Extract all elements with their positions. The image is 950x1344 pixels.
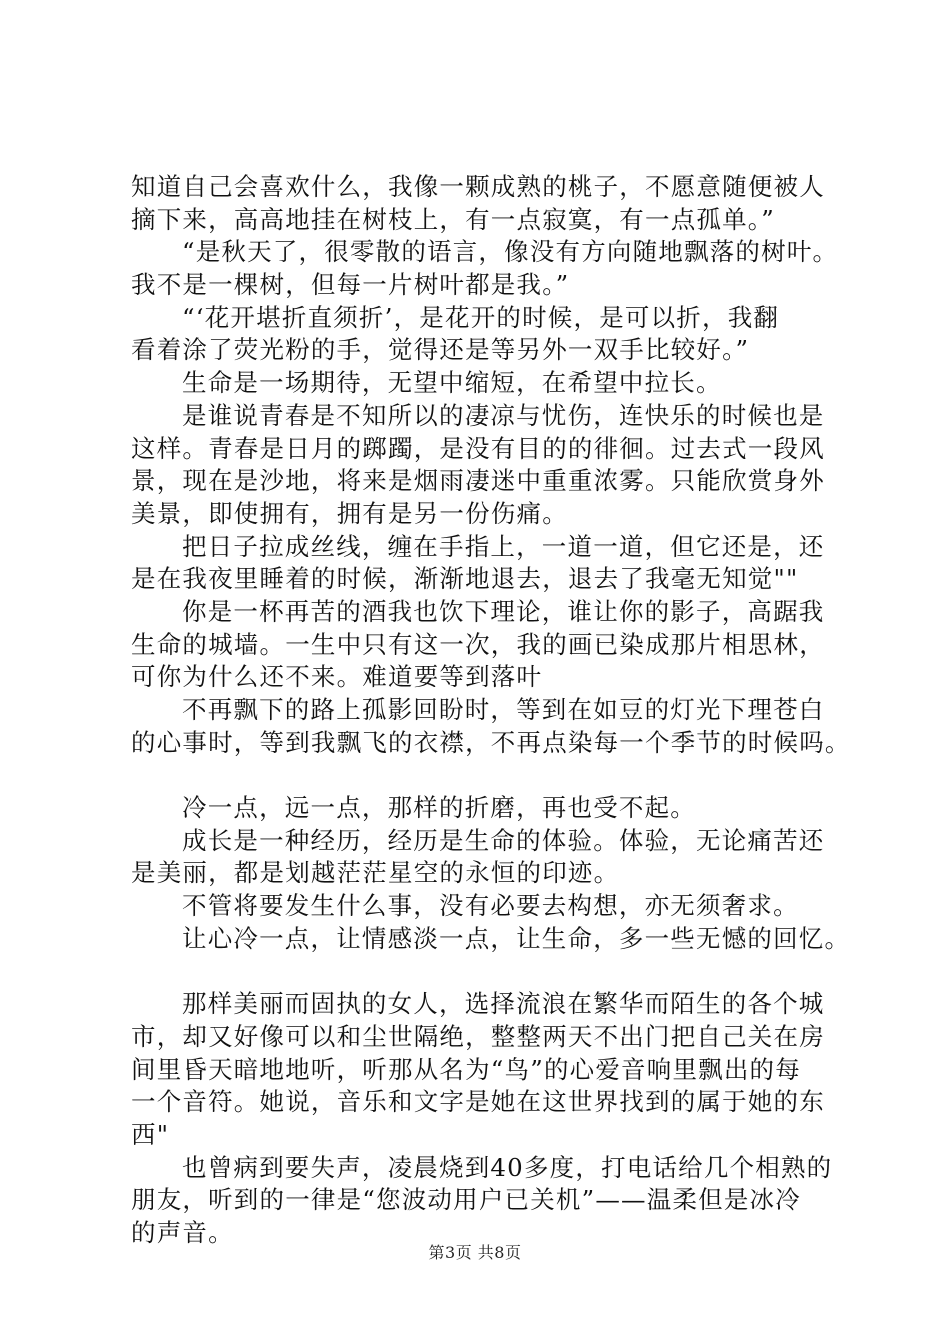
- text-line: 不再飘下的路上孤影回盼时，等到在如豆的灯光下理苍白: [182, 695, 825, 724]
- page-number-footer: 第3页 共8页: [428, 1243, 522, 1262]
- text-line: 市，却又好像可以和尘世隔绝，整整两天不出门把自己关在房: [131, 1021, 825, 1051]
- text-line: 间里昏天暗地地听，听那从名为“鸟”的心爱音响里飘出的每: [131, 1054, 801, 1084]
- text-line: 的心事时，等到我飘飞的衣襟，不再点染每一个季节的时候吗。: [131, 727, 851, 757]
- paragraph-gap: [131, 759, 871, 792]
- text-line: 可你为什么还不来。难道要等到落叶: [131, 662, 543, 692]
- text-line: 生命的城墙。一生中只有这一次，我的画已染成那片相思林，: [131, 629, 825, 659]
- text-line: 我不是一棵树，但每一片树叶都是我。”: [131, 270, 570, 300]
- text-line: 的声音。: [131, 1218, 234, 1247]
- text-line: 生命是一场期待，无望中缩短，在希望中拉长。: [182, 368, 722, 398]
- text-line: 成长是一种经历，经历是生命的体验。体验，无论痛苦还: [182, 825, 825, 855]
- text-line: 把日子拉成丝线，缠在手指上，一道一道，但它还是，还: [182, 531, 825, 561]
- text-line: 是美丽，都是划越茫茫星空的永恒的印迹。: [131, 858, 620, 888]
- text-line: 冷一点，远一点，那样的折磨，再也受不起。: [182, 793, 696, 823]
- text-line: 朋友，听到的一律是“您波动用户已关机”——温柔但是冰冷: [131, 1185, 801, 1215]
- text-line: 是谁说青春是不知所以的凄凉与忧伤，连快乐的时候也是: [182, 400, 825, 430]
- text-line: 一个音符。她说，音乐和文字是她在这世界找到的属于她的东: [131, 1087, 825, 1117]
- text-line: 你是一杯再苦的酒我也饮下理论，谁让你的影子，高踞我: [182, 596, 825, 626]
- text-line: 这样。青春是日月的踯躅，是没有目的的徘徊。过去式一段风: [131, 433, 825, 463]
- text-line: 西": [131, 1119, 170, 1149]
- text-line: 美景，即使拥有，拥有是另一份伤痛。: [131, 498, 568, 528]
- text-line: 景，现在是沙地，将来是烟雨凄迷中重重浓雾。只能欣赏身外: [131, 466, 825, 496]
- text-line: 那样美丽而固执的女人，选择流浪在繁华而陌生的各个城: [182, 989, 825, 1019]
- paragraph-gap: [131, 956, 871, 989]
- body-text: [131, 171, 871, 1250]
- text-line: 让心冷一点，让情感淡一点，让生命，多一些无憾的回忆。: [182, 923, 851, 953]
- text-line: 知道自己会喜欢什么，我像一颗成熟的桃子，不愿意随便被人: [131, 172, 825, 201]
- text-line: 是在我夜里睡着的时候，渐渐地退去，退去了我毫无知觉"": [131, 564, 799, 594]
- text-line: 不管将要发生什么事，没有必要去构想，亦无须奢求。: [182, 891, 799, 921]
- text-line: “‘花开堪折直须折’，是花开的时候，是可以折，我翻: [182, 302, 780, 332]
- text-line: “是秋天了，很零散的语言，像没有方向随地飘落的树叶。: [182, 237, 839, 267]
- text-line: 摘下来，高高地挂在树枝上，有一点寂寞，有一点孤单。”: [131, 204, 775, 234]
- text-line: 也曾病到要失声，凌晨烧到40多度，打电话给几个相熟的: [182, 1152, 833, 1182]
- text-line: 看着涂了荧光粉的手，觉得还是等另外一双手比较好。”: [131, 335, 750, 365]
